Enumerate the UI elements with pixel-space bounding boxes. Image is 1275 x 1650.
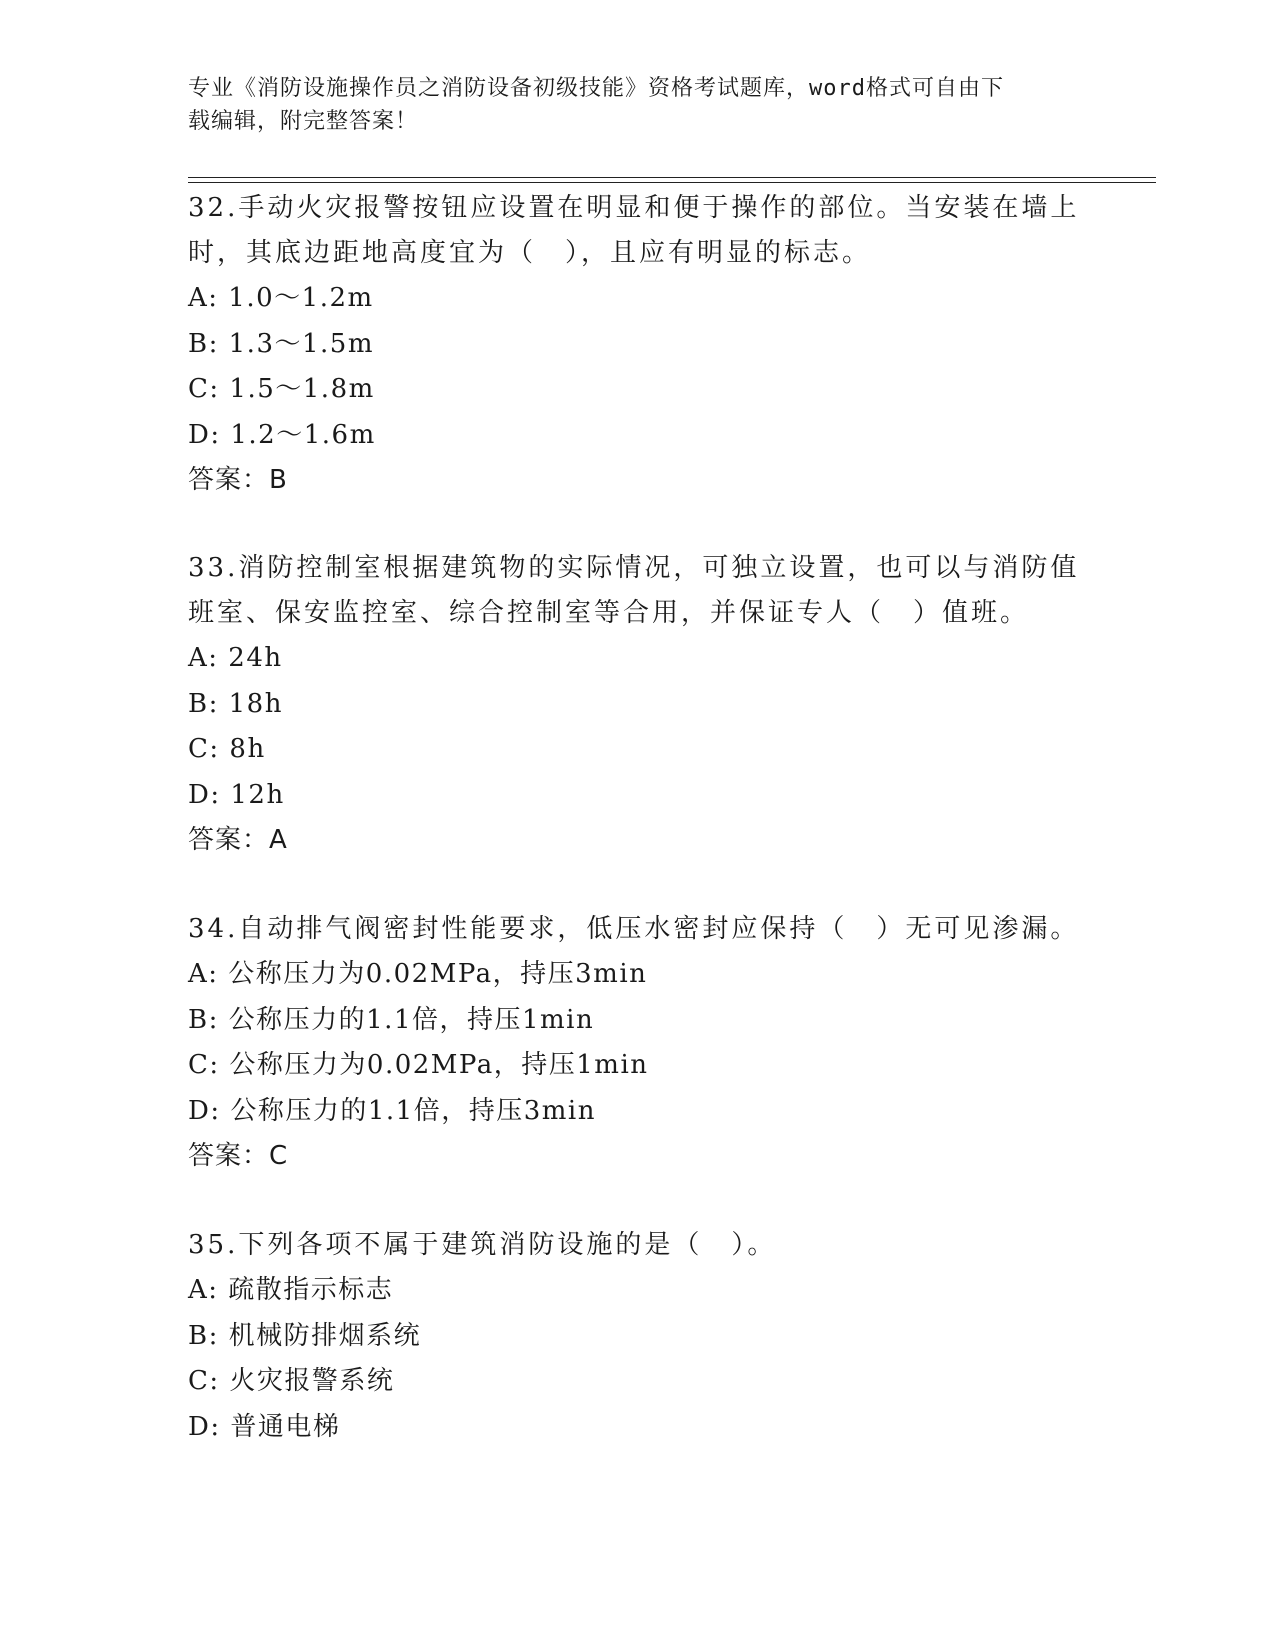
question-text-line: 32.手动火灾报警按钮应设置在明显和便于操作的部位。当安装在墙上 bbox=[188, 193, 1080, 223]
option-c: C: 公称压力为0.02MPa，持压1min bbox=[188, 1050, 649, 1080]
option-a: A: 1.0～1.2m bbox=[188, 283, 374, 313]
option-a: A: 疏散指示标志 bbox=[188, 1275, 394, 1305]
question-34 bbox=[188, 907, 1088, 1179]
answer-text: 答案：C bbox=[188, 1141, 289, 1171]
option-c: C: 8h bbox=[188, 734, 266, 764]
header-line-2: 载编辑，附完整答案！ bbox=[188, 109, 419, 134]
option-d: D: 公称压力的1.1倍，持压3min bbox=[188, 1095, 596, 1126]
header-divider-bottom bbox=[188, 182, 1156, 183]
document-header bbox=[188, 72, 1068, 138]
option-b: B: 公称压力的1.1倍，持压1min bbox=[188, 1004, 595, 1035]
header-line-1: 专业《消防设施操作员之消防设备初级技能》资格考试题库，word格式可自由下 bbox=[188, 76, 1004, 101]
question-text-line: 时，其底边距地高度宜为（ ），且应有明显的标志。 bbox=[188, 238, 872, 268]
answer-text: 答案：A bbox=[188, 825, 288, 855]
option-d: D: 1.2～1.6m bbox=[188, 419, 376, 450]
question-32 bbox=[188, 186, 1088, 503]
header-divider-top bbox=[188, 177, 1156, 178]
question-text-line: 班室、保安监控室、综合控制室等合用，并保证专人（ ）值班。 bbox=[188, 598, 1030, 628]
option-a: A: 公称压力为0.02MPa，持压3min bbox=[188, 959, 648, 989]
question-33 bbox=[188, 546, 1088, 863]
question-text-line: 34.自动排气阀密封性能要求，低压水密封应保持（ ）无可见渗漏。 bbox=[188, 914, 1080, 944]
option-a: A: 24h bbox=[188, 643, 283, 673]
answer-text: 答案：B bbox=[188, 465, 288, 495]
option-d: D: 普通电梯 bbox=[188, 1411, 341, 1442]
question-text-line: 35.下列各项不属于建筑消防设施的是（ ）。 bbox=[188, 1230, 777, 1260]
option-b: B: 1.3～1.5m bbox=[188, 328, 374, 359]
option-b: B: 机械防排烟系统 bbox=[188, 1320, 422, 1351]
option-c: C: 火灾报警系统 bbox=[188, 1366, 395, 1396]
question-35 bbox=[188, 1223, 1088, 1450]
option-d: D: 12h bbox=[188, 779, 285, 810]
option-b: B: 18h bbox=[188, 688, 283, 719]
question-text-line: 33.消防控制室根据建筑物的实际情况，可独立设置，也可以与消防值 bbox=[188, 553, 1080, 583]
option-c: C: 1.5～1.8m bbox=[188, 374, 375, 404]
